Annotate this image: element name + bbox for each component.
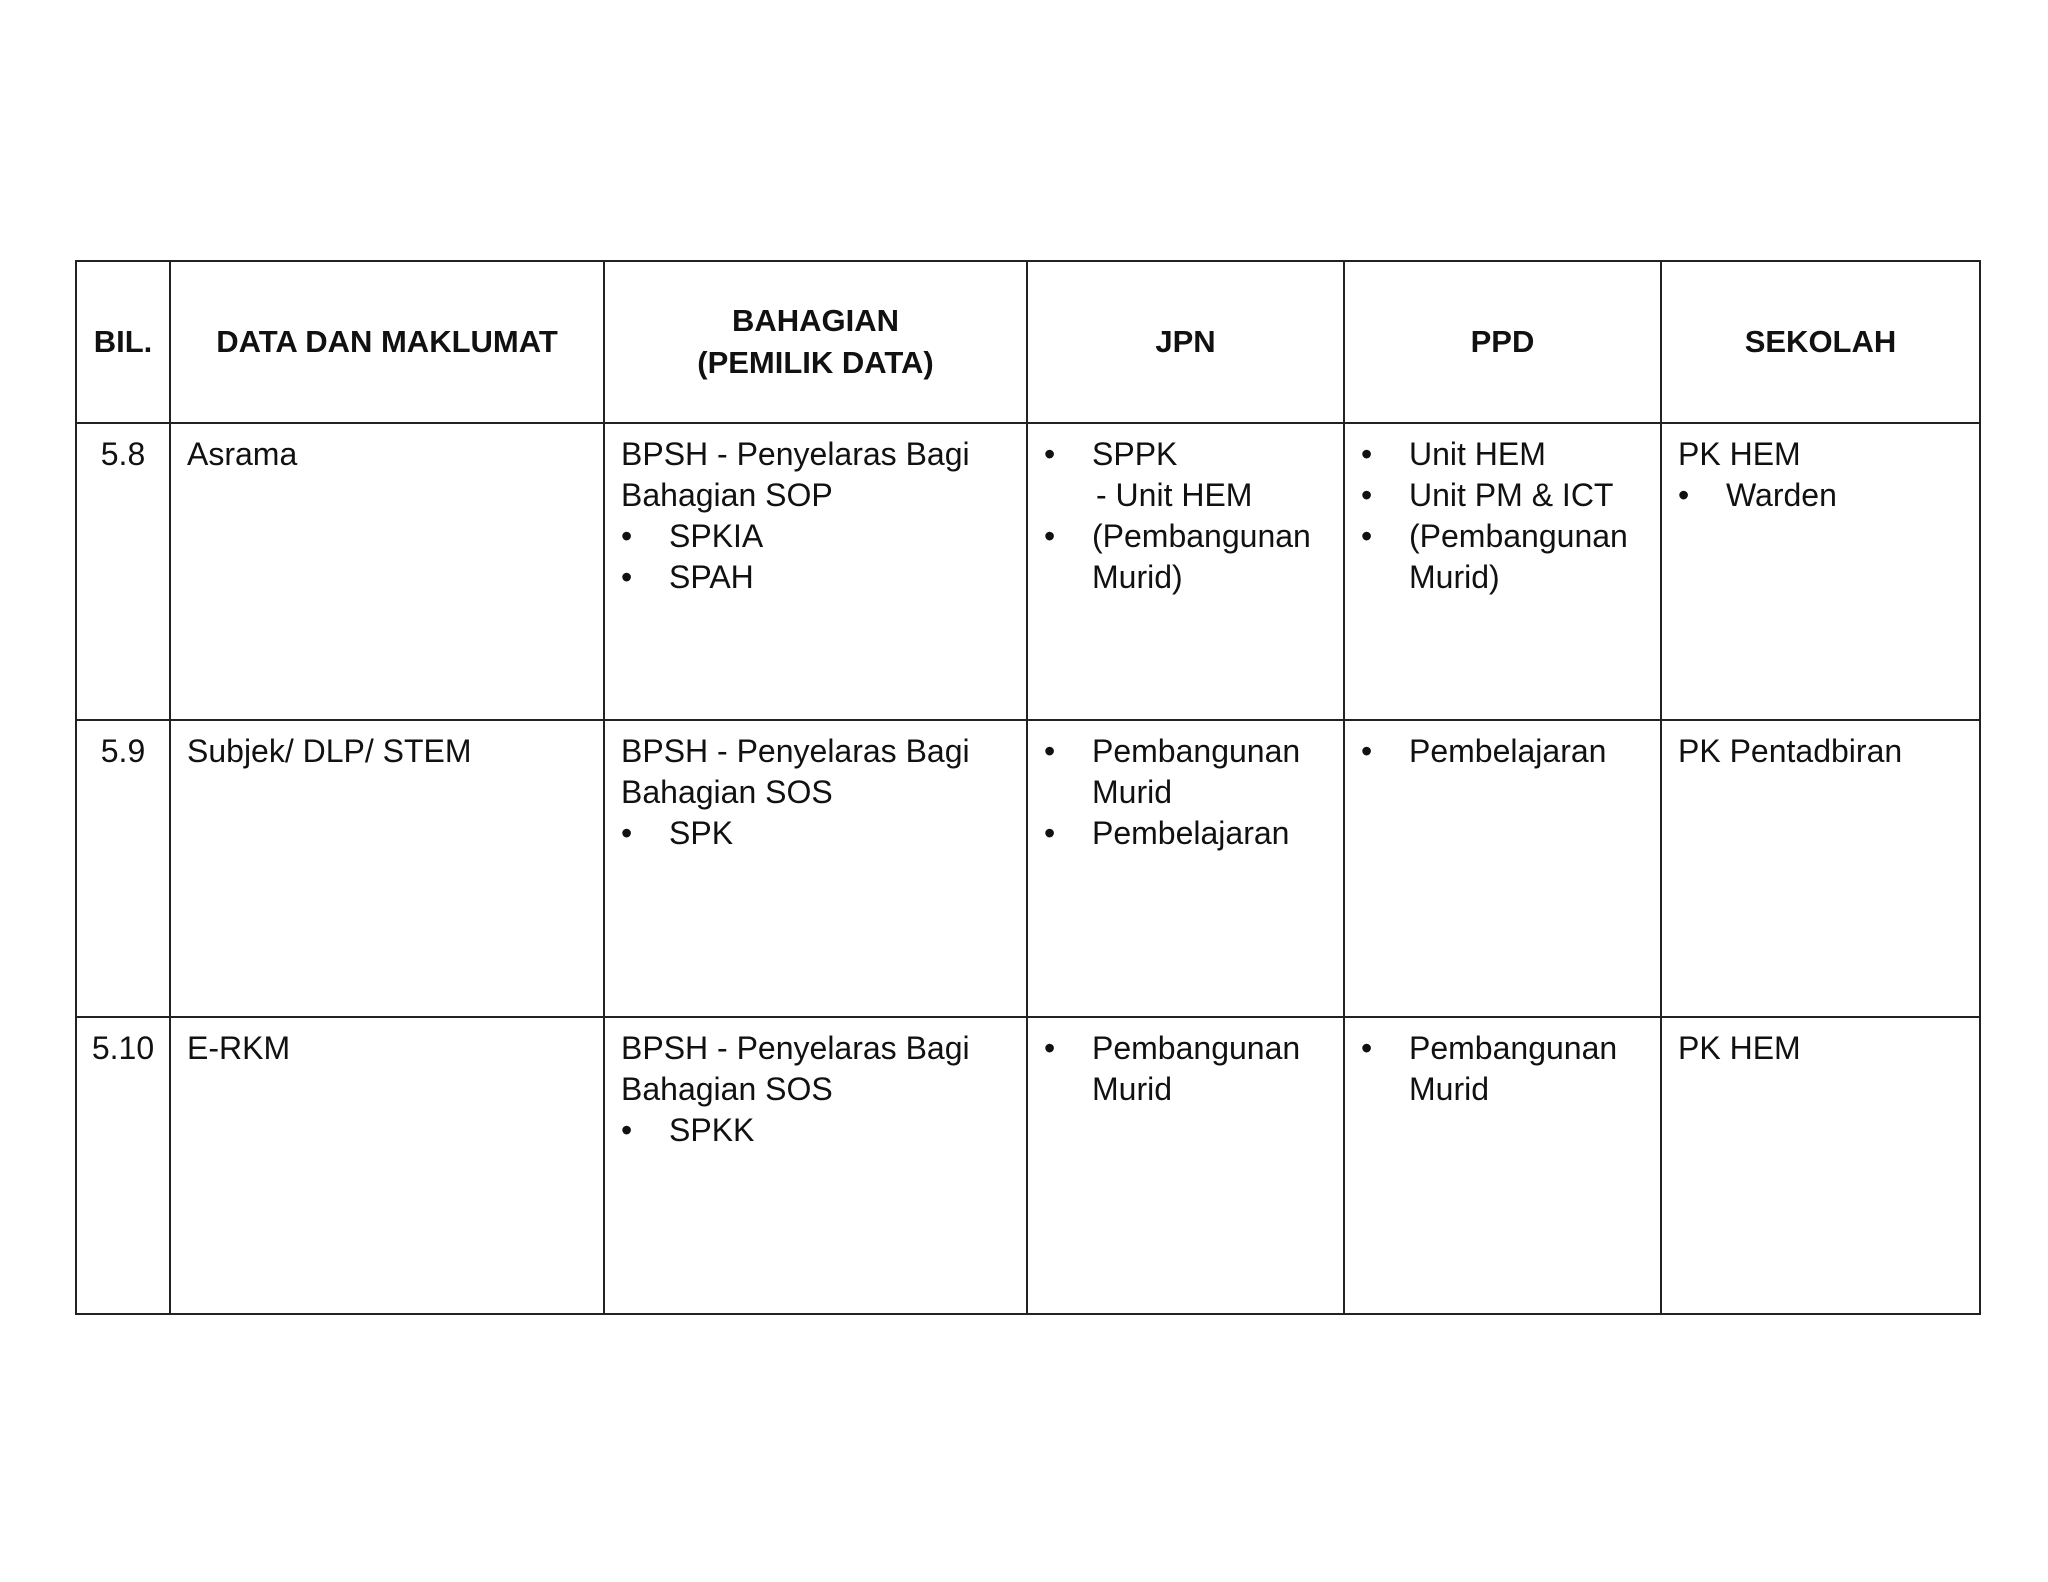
header-jpn: JPN bbox=[1027, 261, 1344, 423]
sekolah-line: PK HEM bbox=[1678, 1030, 1801, 1066]
list-item bbox=[1044, 434, 1329, 516]
cell-bahagian bbox=[604, 720, 1027, 1017]
header-ppd: PPD bbox=[1344, 261, 1661, 423]
list-item: • Pembangunan Murid bbox=[1361, 1028, 1646, 1110]
header-bahagian-line1: BAHAGIAN bbox=[731, 303, 900, 338]
cell-sekolah bbox=[1661, 423, 1980, 720]
list-item: • Pembelajaran bbox=[1044, 813, 1329, 854]
ppd-bullet-list bbox=[1361, 731, 1646, 772]
jpn-bullet-list bbox=[1044, 731, 1329, 854]
cell-data: E-RKM bbox=[170, 1017, 604, 1314]
list-item: • Pembangunan Murid bbox=[1044, 1028, 1329, 1110]
header-bahagian bbox=[604, 261, 1027, 423]
cell-bahagian bbox=[604, 1017, 1027, 1314]
table-row bbox=[76, 423, 1980, 720]
header-data-dan-maklumat: DATA DAN MAKLUMAT bbox=[170, 261, 604, 423]
sekolah-bullet-list bbox=[1678, 475, 1965, 516]
cell-bil: 5.10 bbox=[76, 1017, 170, 1314]
list-item: • (Pembangunan Murid) bbox=[1361, 516, 1646, 598]
cell-bil: 5.8 bbox=[76, 423, 170, 720]
list-sub-item bbox=[1092, 475, 1329, 516]
cell-data: Subjek/ DLP/ STEM bbox=[170, 720, 604, 1017]
bahagian-bullet-list bbox=[621, 1110, 1012, 1151]
cell-bahagian bbox=[604, 423, 1027, 720]
header-bil: BIL. bbox=[76, 261, 170, 423]
list-item: • Pembangunan Murid bbox=[1044, 731, 1329, 813]
cell-jpn bbox=[1027, 1017, 1344, 1314]
cell-sekolah bbox=[1661, 1017, 1980, 1314]
cell-data: Asrama bbox=[170, 423, 604, 720]
list-item: • SPKIA bbox=[621, 516, 1012, 557]
sekolah-line: PK HEM bbox=[1678, 436, 1801, 472]
ppd-bullet-list bbox=[1361, 434, 1646, 598]
list-item: • SPAH bbox=[621, 557, 1012, 598]
table-row bbox=[76, 1017, 1980, 1314]
bahagian-bullet-list bbox=[621, 813, 1012, 854]
ppd-bullet-list bbox=[1361, 1028, 1646, 1110]
header-bahagian-line2: (PEMILIK DATA) bbox=[697, 345, 934, 380]
bahagian-line: Bahagian SOS bbox=[621, 1071, 833, 1107]
table-row bbox=[76, 720, 1980, 1017]
data-ownership-table bbox=[75, 260, 1981, 1315]
cell-ppd bbox=[1344, 423, 1661, 720]
cell-ppd bbox=[1344, 720, 1661, 1017]
list-item: • (Pembangunan Murid) bbox=[1044, 516, 1329, 598]
cell-bil: 5.9 bbox=[76, 720, 170, 1017]
jpn-bullet-list bbox=[1044, 1028, 1329, 1110]
cell-jpn bbox=[1027, 423, 1344, 720]
list-item: • Pembelajaran bbox=[1361, 731, 1646, 772]
bahagian-line: Bahagian SOS bbox=[621, 774, 833, 810]
jpn-bullet-list bbox=[1044, 434, 1329, 598]
header-row bbox=[76, 261, 1980, 423]
bahagian-line: BPSH - Penyelaras Bagi bbox=[621, 1030, 970, 1066]
cell-jpn bbox=[1027, 720, 1344, 1017]
bahagian-line: BPSH - Penyelaras Bagi bbox=[621, 733, 970, 769]
bahagian-line: BPSH - Penyelaras Bagi bbox=[621, 436, 970, 472]
list-item: • SPKK bbox=[621, 1110, 1012, 1151]
cell-sekolah bbox=[1661, 720, 1980, 1017]
list-item: • Warden bbox=[1678, 475, 1965, 516]
sekolah-line: PK Pentadbiran bbox=[1678, 733, 1903, 769]
bahagian-line: Bahagian SOP bbox=[621, 477, 833, 513]
cell-ppd bbox=[1344, 1017, 1661, 1314]
bahagian-bullet-list bbox=[621, 516, 1012, 598]
header-sekolah: SEKOLAH bbox=[1661, 261, 1980, 423]
list-item: • Unit PM & ICT bbox=[1361, 475, 1646, 516]
list-item-label: • SPPK bbox=[1092, 436, 1178, 472]
list-sub-item-label: - Unit HEM bbox=[1096, 477, 1253, 513]
list-item: • Unit HEM bbox=[1361, 434, 1646, 475]
list-item: • SPK bbox=[621, 813, 1012, 854]
